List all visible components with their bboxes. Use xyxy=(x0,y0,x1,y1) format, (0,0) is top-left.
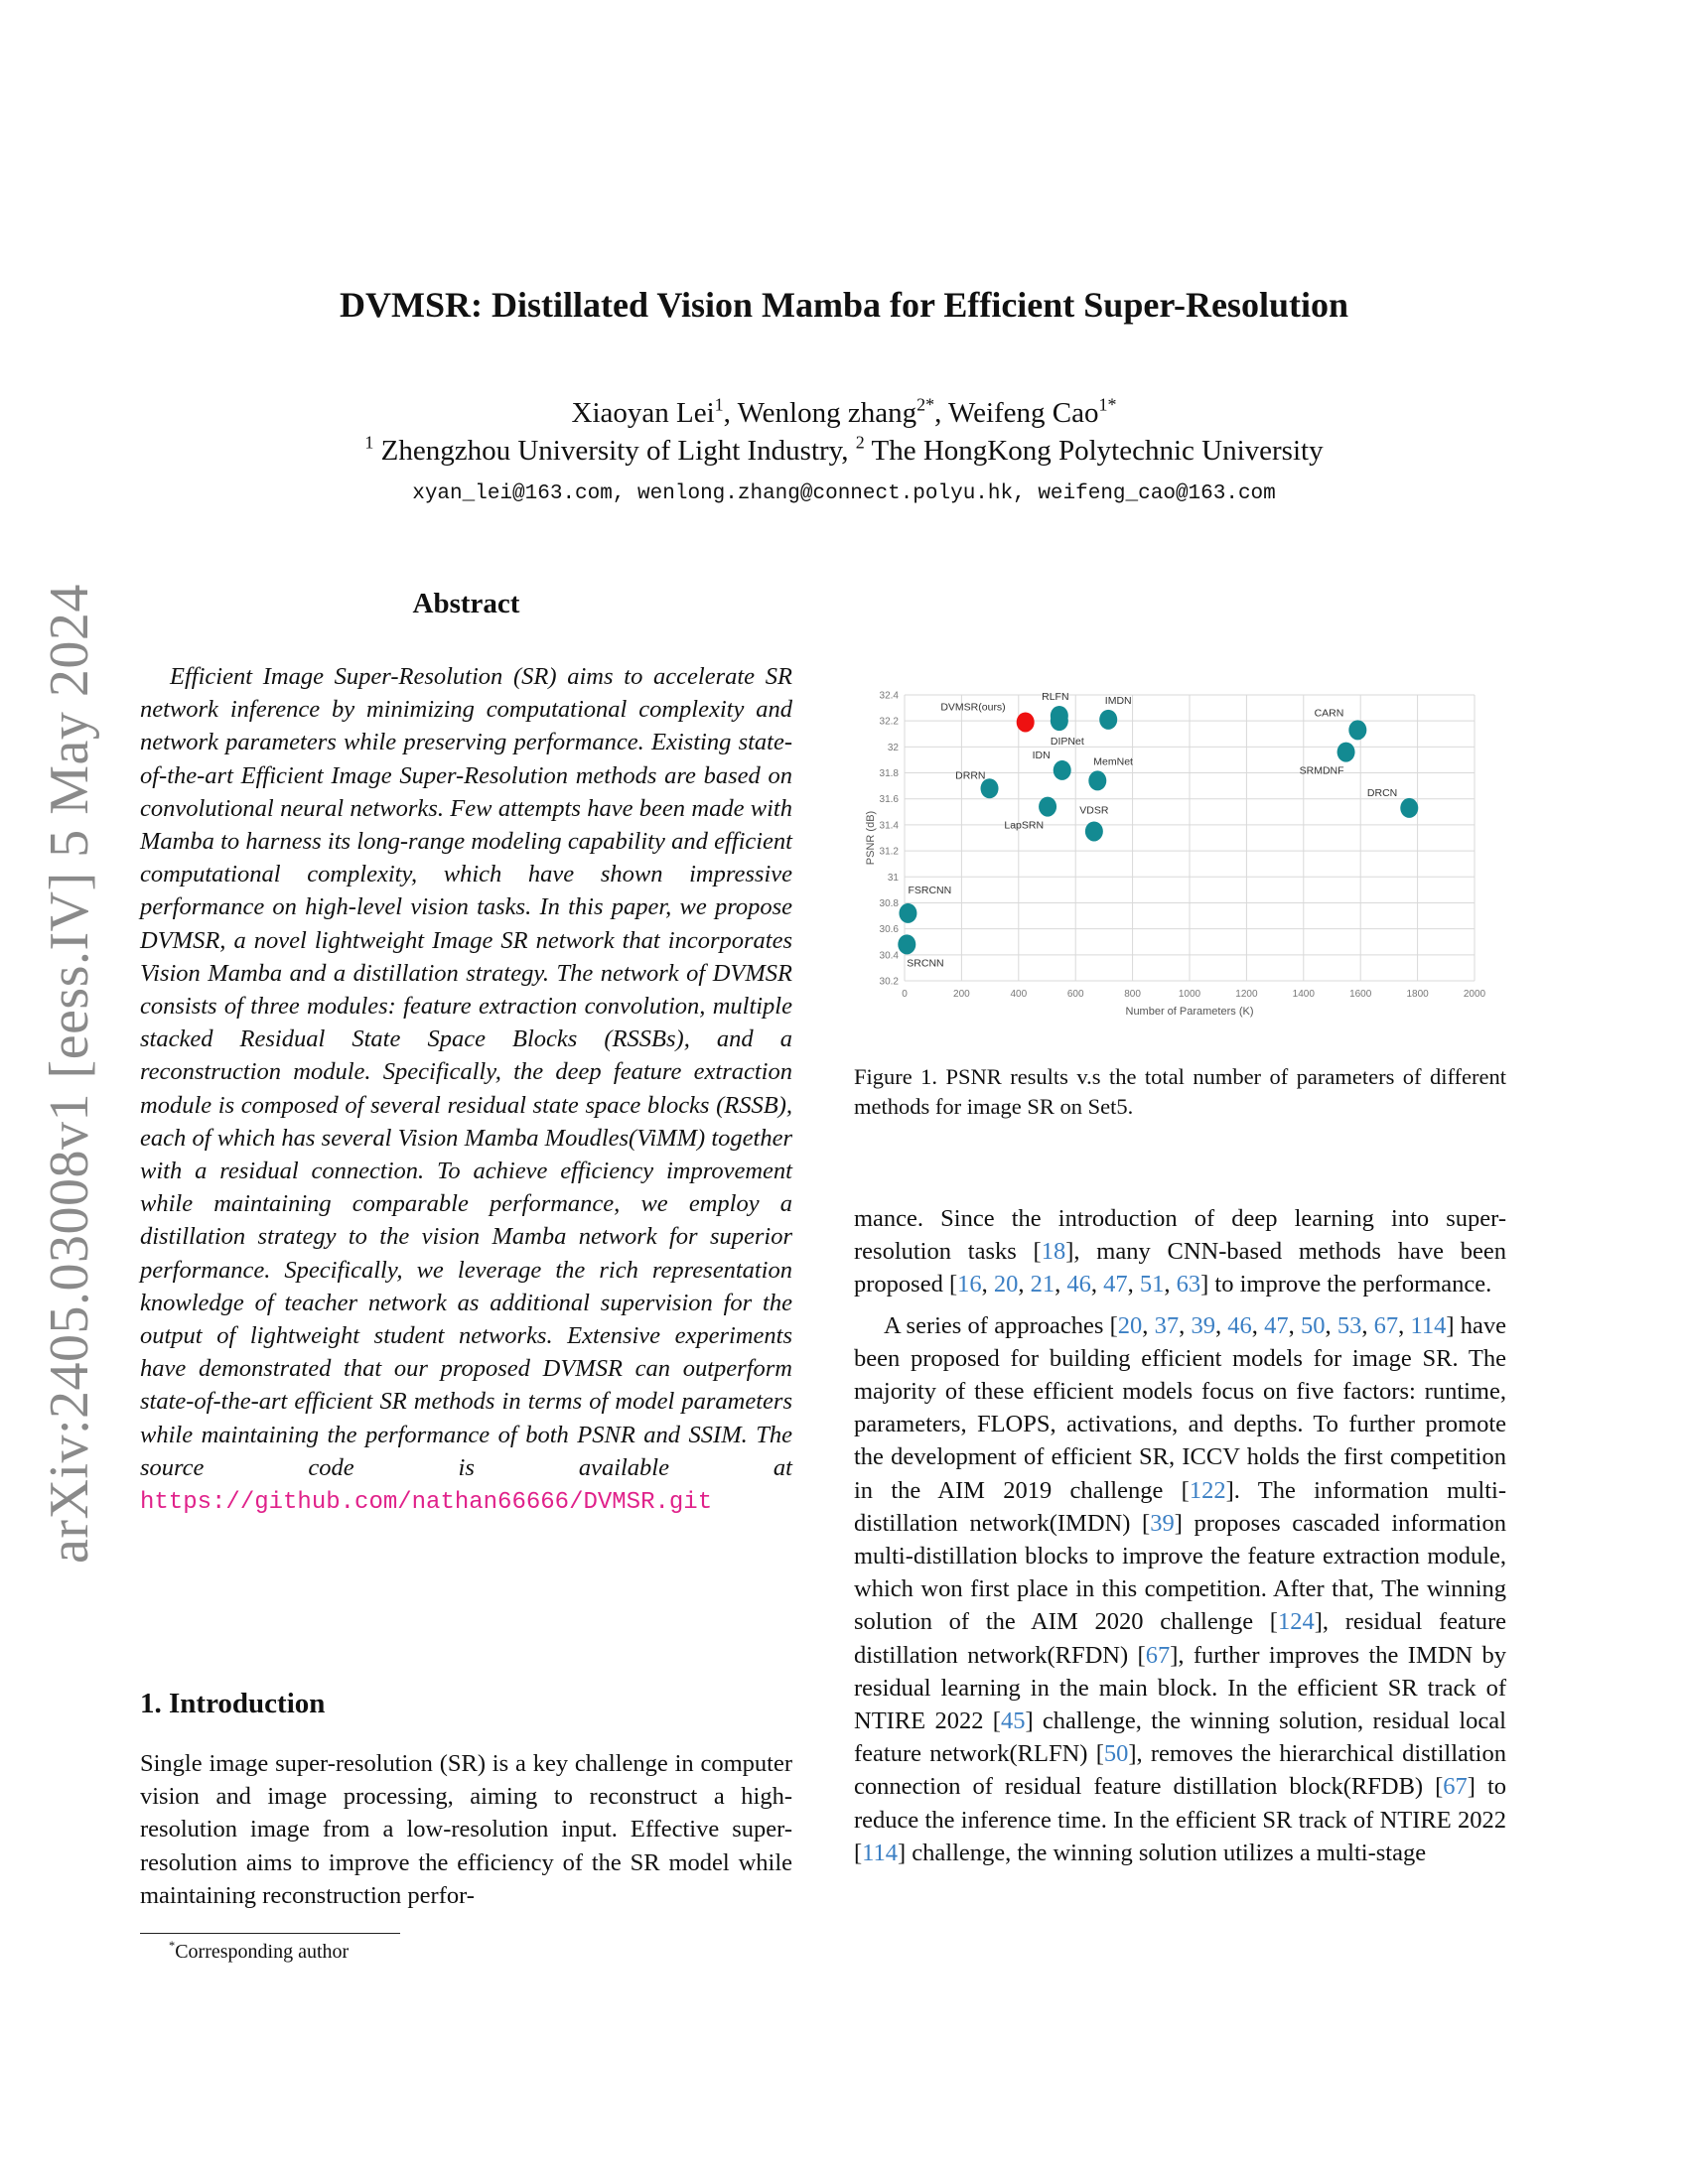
citation-link[interactable]: 51 xyxy=(1139,1271,1165,1298)
figure-1-caption: Figure 1. PSNR results v.s the total number of parameters of different methods for image SR on Set5. xyxy=(854,1064,1506,1119)
abstract-heading: Abstract xyxy=(412,588,520,619)
author-name: Xiaoyan Lei xyxy=(571,397,715,429)
citation-link[interactable]: 53 xyxy=(1336,1311,1362,1339)
citation-link[interactable]: 67 xyxy=(1373,1311,1399,1339)
citation-link[interactable]: 21 xyxy=(1030,1271,1055,1298)
x-tick-label: 0 xyxy=(902,989,908,1000)
affiliation-list xyxy=(0,432,1688,468)
y-tick-label: 31.4 xyxy=(879,820,899,832)
x-tick-label: 1200 xyxy=(1235,989,1258,1000)
data-point xyxy=(898,934,915,954)
citation-link[interactable]: 39 xyxy=(1150,1509,1175,1537)
citation-link[interactable]: 20 xyxy=(1117,1311,1143,1339)
data-point-label: SRCNN xyxy=(907,957,944,970)
data-point-label: FSRCNN xyxy=(908,884,952,896)
author-name: Wenlong zhang xyxy=(737,397,917,429)
author-affiliation-marker: 1 xyxy=(714,394,724,415)
citation-link[interactable]: 63 xyxy=(1176,1271,1201,1298)
y-tick-label: 32.4 xyxy=(879,690,899,702)
author-emails: xyan_lei@163.com, wenlong.zhang@connect.polyu.hk, weifeng_cao@163.com xyxy=(412,482,1276,505)
author-list: Xiaoyan Lei$^1$, Wenlong zhang$^{2*}$, Weifeng Cao$^{1*}$ xyxy=(571,394,1117,429)
x-axis-label: Number of Parameters (K) xyxy=(1125,1006,1254,1018)
intro-paragraph-efficient-sr: A series of approaches [20, 37, 39, 46, 47, 50, 53, 67, 114] have been proposed for building efficient models for image SR. The majority of these efficient models focus on five factors: runtime, parameters, FLOPS, activations, and depths. To further promote the development of efficient SR, ICCV holds the first competition in the AIM 2019 challenge [122]. The information multi-distillation network(IMDN) [39] proposes cascaded information multi-distillation blocks to improve the feature extraction module, which won first place in this competition. After that, The winning solution of the AIM 2020 challenge [124], residual feature distillation network(RFDN) [67], further improves the IMDN by residual learning in the main block. In the efficient SR track of NTIRE 2022 [45] challenge, the winning solution, residual local feature network(RLFN) [50], removes the hierarchical distillation connection of residual feature distillation block(RFDB) [67] to reduce the inference time. In the efficient SR track of NTIRE 2022 [114] challenge, the winning solution utilizes a multi-stage xyxy=(854,1311,1506,1866)
data-point-label: VDSR xyxy=(1079,804,1109,817)
data-point-label: IDN xyxy=(1032,749,1051,761)
y-tick-label: 31.6 xyxy=(879,794,899,806)
data-point xyxy=(1054,760,1071,780)
data-point-label: RLFN xyxy=(1042,690,1069,703)
data-point xyxy=(1085,821,1103,841)
citation-link[interactable]: 20 xyxy=(993,1271,1019,1298)
x-tick-label: 2000 xyxy=(1463,989,1486,1000)
footnote-divider xyxy=(140,1933,400,1934)
data-point-label: DRRN xyxy=(955,769,986,782)
data-point xyxy=(899,903,916,923)
author-name: Weifeng Cao xyxy=(948,397,1099,429)
affiliation-name: The HongKong Polytechnic University xyxy=(864,435,1324,467)
psnr-vs-params-chart xyxy=(854,681,1506,1019)
citation-link[interactable]: 18 xyxy=(1041,1238,1066,1266)
y-tick-label: 30.4 xyxy=(879,950,899,962)
y-tick-label: 31.2 xyxy=(879,846,899,858)
data-point xyxy=(1039,797,1056,817)
citation-link[interactable]: 50 xyxy=(1300,1311,1326,1339)
citation-link[interactable]: 122 xyxy=(1189,1476,1226,1504)
intro-right-column xyxy=(854,1202,1506,1869)
citation-link[interactable]: 39 xyxy=(1191,1311,1215,1339)
data-point-label: LapSRN xyxy=(1004,819,1045,832)
footnote-marker: * xyxy=(169,1938,176,1953)
citation-link[interactable]: 46 xyxy=(1066,1271,1091,1298)
x-tick-label: 1600 xyxy=(1349,989,1372,1000)
data-point xyxy=(1348,720,1366,740)
source-code-link[interactable]: https://github.com/nathan66666/DVMSR.git xyxy=(140,1489,713,1517)
citation-link[interactable]: 124 xyxy=(1277,1608,1315,1636)
data-point-label: MemNet xyxy=(1093,755,1133,768)
citation-link[interactable]: 47 xyxy=(1103,1271,1128,1298)
data-point-label: CARN xyxy=(1314,707,1344,720)
citation-link[interactable]: 46 xyxy=(1227,1311,1252,1339)
y-tick-label: 32 xyxy=(887,742,899,753)
citation-link[interactable]: 16 xyxy=(957,1271,982,1298)
data-point xyxy=(1400,798,1418,818)
data-point-label: DIPNet xyxy=(1050,736,1084,749)
intro-paragraph-continued: mance. Since the introduction of deep learning into super-resolution tasks [18], many CNN-based methods have been proposed [16, 20, 21, 46, 47, 51, 63] to improve the performance. xyxy=(854,1205,1506,1298)
author-affiliation-marker: 1* xyxy=(1098,394,1117,415)
data-point-ours xyxy=(1017,712,1035,732)
paper-title: DVMSR: Distillated Vision Mamba for Efficient Super-Resolution xyxy=(340,285,1348,325)
x-tick-label: 1400 xyxy=(1292,989,1315,1000)
affiliation-marker: 2 xyxy=(855,432,865,453)
affiliation-marker: 1 xyxy=(364,432,374,453)
section-heading-introduction: 1. Introduction xyxy=(140,1688,326,1719)
citation-link[interactable]: 45 xyxy=(1000,1707,1026,1735)
citation-link[interactable]: 67 xyxy=(1145,1641,1171,1669)
abstract-text: Efficient Image Super-Resolution (SR) aims to accelerate SR network inference by minimizing computational complexity and network parameters while preserving performance. Existing state-of-the-art Efficient Image Super-Resolution methods are based on convolutional neural networks. Few attempts have been made with Mamba to harness its long-range modeling capability and efficient computational complexity, which have shown impressive performance on high-level vision tasks. In this paper, we propose DVMSR, a novel lightweight Image SR network that incorporates Vision Mamba and a distillation strategy. The network of DVMSR consists of three modules: feature extraction convolution, multiple stacked Residual State Space Blocks (RSSBs), and a reconstruction module. Specifically, the deep feature extraction module is composed of several residual state space blocks (RSSB), each of which has several Vision Mamba Moudles(ViMM) together with a residual connection. To achieve efficiency improvement while maintaining comparable performance, we employ a distillation strategy to the vision Mamba network for superior performance. Specifically, we leverage the rich representation knowledge of teacher network as additional supervision for the output of lightweight student networks. Extensive experiments have demonstrated that our proposed DVMSR can outperform state-of-the-art efficient SR methods in terms of model parameters while maintaining the performance of both PSNR and SSIM. The source code is available at xyxy=(140,663,792,1481)
y-tick-label: 32.2 xyxy=(879,716,899,728)
data-point-label: IMDN xyxy=(1104,694,1132,707)
citation-link[interactable]: 50 xyxy=(1103,1740,1129,1768)
y-tick-label: 31.8 xyxy=(879,768,899,780)
y-tick-label: 30.8 xyxy=(879,897,899,909)
data-point xyxy=(1051,711,1068,731)
abstract-body xyxy=(140,660,792,1519)
citation-link[interactable]: 67 xyxy=(1443,1773,1468,1801)
intro-paragraph-left: Single image super-resolution (SR) is a key challenge in computer vision and image processing, aiming to reconstruct a high-resolution image from a low-resolution input. Effective super-resolution aims to improve the efficiency of the SR model while maintaining reconstruction perfor- xyxy=(140,1750,792,1909)
y-tick-label: 31 xyxy=(887,872,899,884)
x-tick-label: 800 xyxy=(1124,989,1141,1000)
footnote-corresponding-author xyxy=(169,1938,350,1964)
data-point xyxy=(1088,770,1106,790)
data-point-label: DRCN xyxy=(1366,786,1398,799)
x-tick-label: 1800 xyxy=(1406,989,1429,1000)
x-tick-label: 600 xyxy=(1066,989,1084,1000)
affiliation-name: Zhengzhou University of Light Industry, xyxy=(373,435,856,467)
author-affiliation-marker: 2* xyxy=(916,394,935,415)
figure-1-scatter-chart xyxy=(854,681,1506,1019)
y-tick-label: 30.6 xyxy=(879,924,899,936)
citation-link[interactable]: 114 xyxy=(1410,1311,1447,1339)
x-tick-label: 200 xyxy=(953,989,970,1000)
citation-link[interactable]: 114 xyxy=(862,1839,899,1866)
footnote-text: Corresponding author xyxy=(175,1941,350,1963)
citation-link[interactable]: 47 xyxy=(1264,1311,1289,1339)
arxiv-identifier-stamp: arXiv:2405.03008v1 [eess.IV] 5 May 2024 xyxy=(39,584,100,1564)
y-axis-label: PSNR (dB) xyxy=(865,810,877,866)
data-point xyxy=(1099,710,1117,730)
y-tick-label: 30.2 xyxy=(879,976,899,988)
citation-link[interactable]: 37 xyxy=(1154,1311,1180,1339)
data-point-label: DVMSR(ours) xyxy=(940,701,1006,714)
x-tick-label: 1000 xyxy=(1178,989,1201,1000)
x-tick-label: 400 xyxy=(1010,989,1028,1000)
data-point-label: SRMDNF xyxy=(1299,764,1344,777)
data-point xyxy=(1337,743,1355,762)
